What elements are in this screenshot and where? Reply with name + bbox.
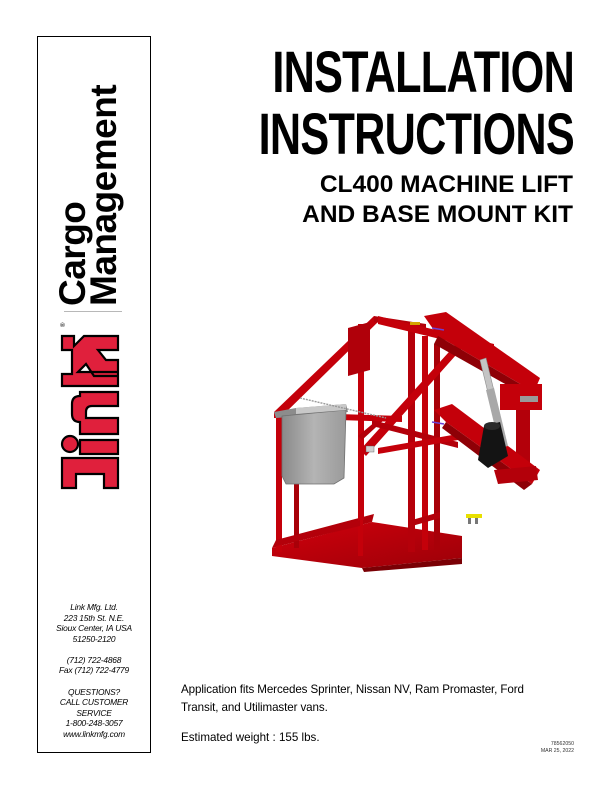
machine-lift-illustration [262,300,562,572]
svg-text:®: ® [61,322,67,327]
fax-number: Fax (712) 722-4779 [59,665,129,676]
company-name: Link Mfg. Ltd. [70,602,118,612]
brand-line-management: Management [83,84,124,306]
company-contact-block [37,602,151,740]
page-title-line2: INSTRUCTIONS [258,101,574,167]
brand-divider [64,311,122,312]
phone-number: (712) 722-4868 [66,654,122,665]
document-number-block [541,741,574,755]
phone-block [37,655,151,676]
estimated-weight: Estimated weight : 155 lbs. [181,731,320,744]
document-date: MAR 25, 2022 [540,748,574,754]
link-logo-icon [58,316,122,490]
service-label: SERVICE [76,707,112,718]
street-address: 223 15th St. N.E. [63,612,125,623]
application-note: Application fits Mercedes Sprinter, Nissan NV, Ram Promaster, Ford Transit, and Utilimaster vans. [181,683,524,714]
product-subtitle-line2: AND BASE MOUNT KIT [302,201,573,228]
brand-line-cargo: Cargo [52,201,93,306]
zip-code: 51250-2120 [72,633,116,644]
product-subtitle-line1: CL400 MACHINE LIFT [319,171,573,198]
hose-fitting [466,514,482,524]
page-title-line1: INSTALLATION [272,39,574,105]
company-address [37,602,151,644]
document-number: 78562050 [550,741,574,747]
support-block [37,687,151,740]
brand-wordmark [52,84,124,306]
questions-label: QUESTIONS? [68,686,120,697]
city-state: Sioux Center, IA USA [56,623,132,634]
toll-free-number[interactable]: 1-800-248-3057 [65,718,123,729]
call-customer-label: CALL CUSTOMER [59,697,129,708]
website-link[interactable]: www.linkmfg.com [63,728,125,739]
